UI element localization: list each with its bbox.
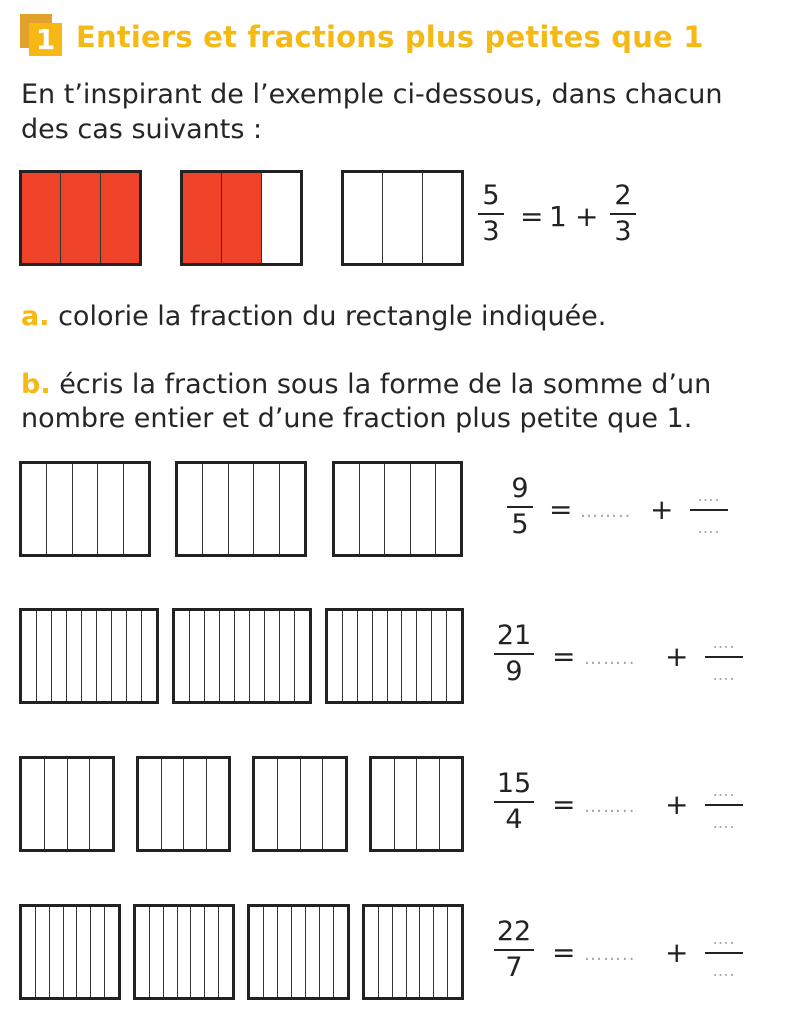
given-denominator: 9 xyxy=(505,656,523,687)
fraction-blank[interactable] xyxy=(705,781,743,832)
exercise-rectangle[interactable] xyxy=(19,608,159,704)
rectangle-part[interactable] xyxy=(175,611,189,701)
fraction-bar xyxy=(507,506,533,508)
rectangle-part[interactable] xyxy=(359,464,384,554)
rectangle-part[interactable] xyxy=(263,907,277,997)
equals-sign: = xyxy=(552,788,576,821)
rectangle-part[interactable] xyxy=(139,759,161,849)
remainder-denominator: 3 xyxy=(614,216,632,247)
rectangle-part[interactable] xyxy=(439,759,462,849)
rectangle-part[interactable] xyxy=(234,611,249,701)
rectangle-part[interactable] xyxy=(149,907,163,997)
rectangle-part[interactable] xyxy=(89,759,112,849)
rectangle-part[interactable] xyxy=(22,907,35,997)
fraction-bar xyxy=(705,804,743,806)
given-fraction xyxy=(494,917,534,983)
rectangle-part[interactable] xyxy=(305,907,319,997)
instruction-b xyxy=(21,368,711,402)
rectangle-part[interactable] xyxy=(81,611,96,701)
rectangle-part[interactable] xyxy=(333,907,347,997)
rectangle-part[interactable] xyxy=(250,907,263,997)
rectangle-part[interactable] xyxy=(202,464,227,554)
rectangle-part[interactable] xyxy=(178,464,202,554)
rectangle-part[interactable] xyxy=(219,611,234,701)
rectangle-part[interactable] xyxy=(111,611,126,701)
whole-number-blank[interactable]: …….. xyxy=(584,796,636,817)
rectangle-part[interactable] xyxy=(100,173,139,263)
exercise-rectangle[interactable] xyxy=(369,756,464,852)
rectangle-part[interactable] xyxy=(177,907,191,997)
rectangle-part[interactable] xyxy=(261,173,300,263)
rectangle-part[interactable] xyxy=(35,907,49,997)
rectangle-part[interactable] xyxy=(249,611,264,701)
rectangle-part[interactable] xyxy=(163,907,177,997)
given-numerator: 9 xyxy=(511,473,529,504)
rectangle-part[interactable] xyxy=(291,907,305,997)
rectangle-part[interactable] xyxy=(419,907,433,997)
fraction-bar xyxy=(494,949,534,951)
fraction-bar xyxy=(610,213,636,215)
rectangle-part[interactable] xyxy=(183,173,221,263)
rectangle-part[interactable] xyxy=(221,173,260,263)
given-fraction xyxy=(494,769,534,835)
rectangle-part[interactable] xyxy=(204,907,218,997)
rectangle-part[interactable] xyxy=(279,464,304,554)
instruction-b-text-1: écris la fraction sous la forme de la somme d’un xyxy=(59,369,712,400)
whole-number-blank[interactable]: …….. xyxy=(584,648,636,669)
rectangle-part[interactable] xyxy=(97,464,122,554)
rectangle-part[interactable] xyxy=(279,611,294,701)
example-rectangle[interactable] xyxy=(19,170,142,266)
example-fraction xyxy=(478,181,504,247)
exercise-rectangle[interactable] xyxy=(19,461,151,557)
exercise-rectangle[interactable] xyxy=(362,904,464,1000)
exercise-rectangle[interactable] xyxy=(332,461,463,557)
given-numerator: 22 xyxy=(496,916,532,947)
given-numerator: 15 xyxy=(496,768,532,799)
rectangle-part[interactable] xyxy=(49,907,63,997)
rectangle-part[interactable] xyxy=(46,464,71,554)
rectangle-part[interactable] xyxy=(277,907,291,997)
rectangle-part[interactable] xyxy=(372,611,387,701)
rectangle-part[interactable] xyxy=(90,907,104,997)
instruction-a-letter: a. xyxy=(21,301,50,332)
rectangle-part[interactable] xyxy=(294,611,309,701)
example-rectangle[interactable] xyxy=(180,170,303,266)
rectangle-part[interactable] xyxy=(344,173,382,263)
exercise-rectangle[interactable] xyxy=(172,608,312,704)
fraction-bar xyxy=(705,952,743,954)
rectangle-part[interactable] xyxy=(357,611,372,701)
rectangle-part[interactable] xyxy=(190,907,204,997)
example-equals: = xyxy=(520,200,544,233)
rectangle-part[interactable] xyxy=(365,907,378,997)
given-denominator: 4 xyxy=(505,804,523,835)
rectangle-part[interactable] xyxy=(63,907,77,997)
example-remainder-fraction xyxy=(610,181,636,247)
fraction-blank[interactable] xyxy=(705,929,743,980)
rectangle-part[interactable] xyxy=(416,611,431,701)
rectangle-part[interactable] xyxy=(66,611,81,701)
rectangle-part[interactable] xyxy=(126,611,141,701)
example-whole: 1 xyxy=(549,200,567,233)
fraction-bar xyxy=(690,509,728,511)
rectangle-part[interactable] xyxy=(183,759,206,849)
rectangle-part[interactable] xyxy=(96,611,111,701)
whole-number-blank[interactable]: …….. xyxy=(580,501,632,522)
rectangle-part[interactable] xyxy=(410,464,435,554)
exercise-number-badge xyxy=(20,14,64,58)
rectangle-part[interactable] xyxy=(104,907,118,997)
exercise-rectangle[interactable] xyxy=(19,756,115,852)
equals-sign: = xyxy=(549,493,573,526)
exercise-number: 1 xyxy=(29,23,62,56)
rectangle-part[interactable] xyxy=(433,907,447,997)
fraction-bar xyxy=(705,656,743,658)
rectangle-part[interactable] xyxy=(22,173,60,263)
whole-number-blank[interactable]: …….. xyxy=(584,944,636,965)
rectangle-part[interactable] xyxy=(372,759,394,849)
plus-sign: + xyxy=(650,493,674,526)
example-plus: + xyxy=(575,200,599,233)
rectangle-part[interactable] xyxy=(392,907,406,997)
numerator-blank[interactable]: …. xyxy=(712,929,736,948)
instruction-a-text: colorie la fraction du rectangle indiquée. xyxy=(58,301,607,332)
fraction-bar xyxy=(494,653,534,655)
rectangle-part[interactable] xyxy=(401,611,416,701)
rectangle-part[interactable] xyxy=(72,464,97,554)
rectangle-part[interactable] xyxy=(406,907,420,997)
numerator-blank[interactable]: …. xyxy=(712,781,736,800)
exercise-rectangle[interactable] xyxy=(247,904,350,1000)
numerator-blank[interactable]: …. xyxy=(712,633,736,652)
rectangle-part[interactable] xyxy=(44,759,67,849)
fraction-blank[interactable] xyxy=(690,486,728,537)
rectangle-part[interactable] xyxy=(447,907,461,997)
rectangle-part[interactable] xyxy=(387,611,402,701)
given-denominator: 5 xyxy=(511,509,529,540)
rectangle-part[interactable] xyxy=(300,759,323,849)
rectangle-part[interactable] xyxy=(446,611,461,701)
instruction-b-letter: b. xyxy=(21,369,51,400)
given-fraction xyxy=(507,474,533,540)
denominator-blank[interactable]: …. xyxy=(712,961,736,980)
given-fraction xyxy=(494,621,534,687)
plus-sign: + xyxy=(665,640,689,673)
equals-sign: = xyxy=(552,936,576,969)
rectangle-part[interactable] xyxy=(435,464,460,554)
rectangle-part[interactable] xyxy=(228,464,253,554)
denominator-blank[interactable]: …. xyxy=(712,665,736,684)
exercise-rectangle[interactable] xyxy=(175,461,307,557)
rectangle-part[interactable] xyxy=(416,759,439,849)
example-rectangle[interactable] xyxy=(341,170,464,266)
fraction-bar xyxy=(478,213,504,215)
rectangle-part[interactable] xyxy=(36,611,51,701)
instruction-a xyxy=(21,300,606,334)
rectangle-part[interactable] xyxy=(204,611,219,701)
numerator-blank[interactable]: …. xyxy=(697,486,721,505)
exercise-rectangle[interactable] xyxy=(325,608,464,704)
rectangle-part[interactable] xyxy=(342,611,357,701)
instruction-b-text-2: nombre entier et d’une fraction plus petite que 1. xyxy=(21,403,693,434)
fraction-blank[interactable] xyxy=(705,633,743,684)
rectangle-part[interactable] xyxy=(60,173,99,263)
example-denominator: 3 xyxy=(482,216,500,247)
rectangle-part[interactable] xyxy=(189,611,204,701)
rectangle-part[interactable] xyxy=(422,173,461,263)
rectangle-part[interactable] xyxy=(255,759,277,849)
example-numerator: 5 xyxy=(482,180,500,211)
rectangle-part[interactable] xyxy=(384,464,409,554)
rectangle-part[interactable] xyxy=(394,759,417,849)
exercise-rectangle[interactable] xyxy=(133,904,235,1000)
rectangle-part[interactable] xyxy=(51,611,66,701)
rectangle-part[interactable] xyxy=(67,759,90,849)
exercise-rectangle[interactable] xyxy=(19,904,121,1000)
rectangle-part[interactable] xyxy=(136,907,149,997)
denominator-blank[interactable]: …. xyxy=(697,518,721,537)
exercise-rectangle[interactable] xyxy=(136,756,231,852)
rectangle-part[interactable] xyxy=(22,611,36,701)
rectangle-part[interactable] xyxy=(322,759,345,849)
rectangle-part[interactable] xyxy=(264,611,279,701)
intro-line-1: En t’inspirant de l’exemple ci-dessous, dans chacun xyxy=(21,79,723,110)
rectangle-part[interactable] xyxy=(277,759,300,849)
rectangle-part[interactable] xyxy=(141,611,156,701)
rectangle-part[interactable] xyxy=(382,173,421,263)
rectangle-part[interactable] xyxy=(431,611,446,701)
given-denominator: 7 xyxy=(505,952,523,983)
rectangle-part[interactable] xyxy=(328,611,342,701)
rectangle-part[interactable] xyxy=(161,759,184,849)
equals-sign: = xyxy=(552,640,576,673)
rectangle-part[interactable] xyxy=(123,464,148,554)
remainder-numerator: 2 xyxy=(614,180,632,211)
plus-sign: + xyxy=(665,936,689,969)
rectangle-part[interactable] xyxy=(22,464,46,554)
rectangle-part[interactable] xyxy=(378,907,392,997)
fraction-bar xyxy=(494,801,534,803)
exercise-rectangle[interactable] xyxy=(252,756,348,852)
rectangle-part[interactable] xyxy=(76,907,90,997)
rectangle-part[interactable] xyxy=(319,907,333,997)
given-numerator: 21 xyxy=(496,620,532,651)
rectangle-part[interactable] xyxy=(22,759,44,849)
plus-sign: + xyxy=(665,788,689,821)
intro-line-2: des cas suivants : xyxy=(21,114,263,145)
denominator-blank[interactable]: …. xyxy=(712,813,736,832)
rectangle-part[interactable] xyxy=(253,464,278,554)
rectangle-part[interactable] xyxy=(218,907,232,997)
rectangle-part[interactable] xyxy=(206,759,229,849)
exercise-title: Entiers et fractions plus petites que 1 xyxy=(76,20,704,54)
rectangle-part[interactable] xyxy=(335,464,359,554)
